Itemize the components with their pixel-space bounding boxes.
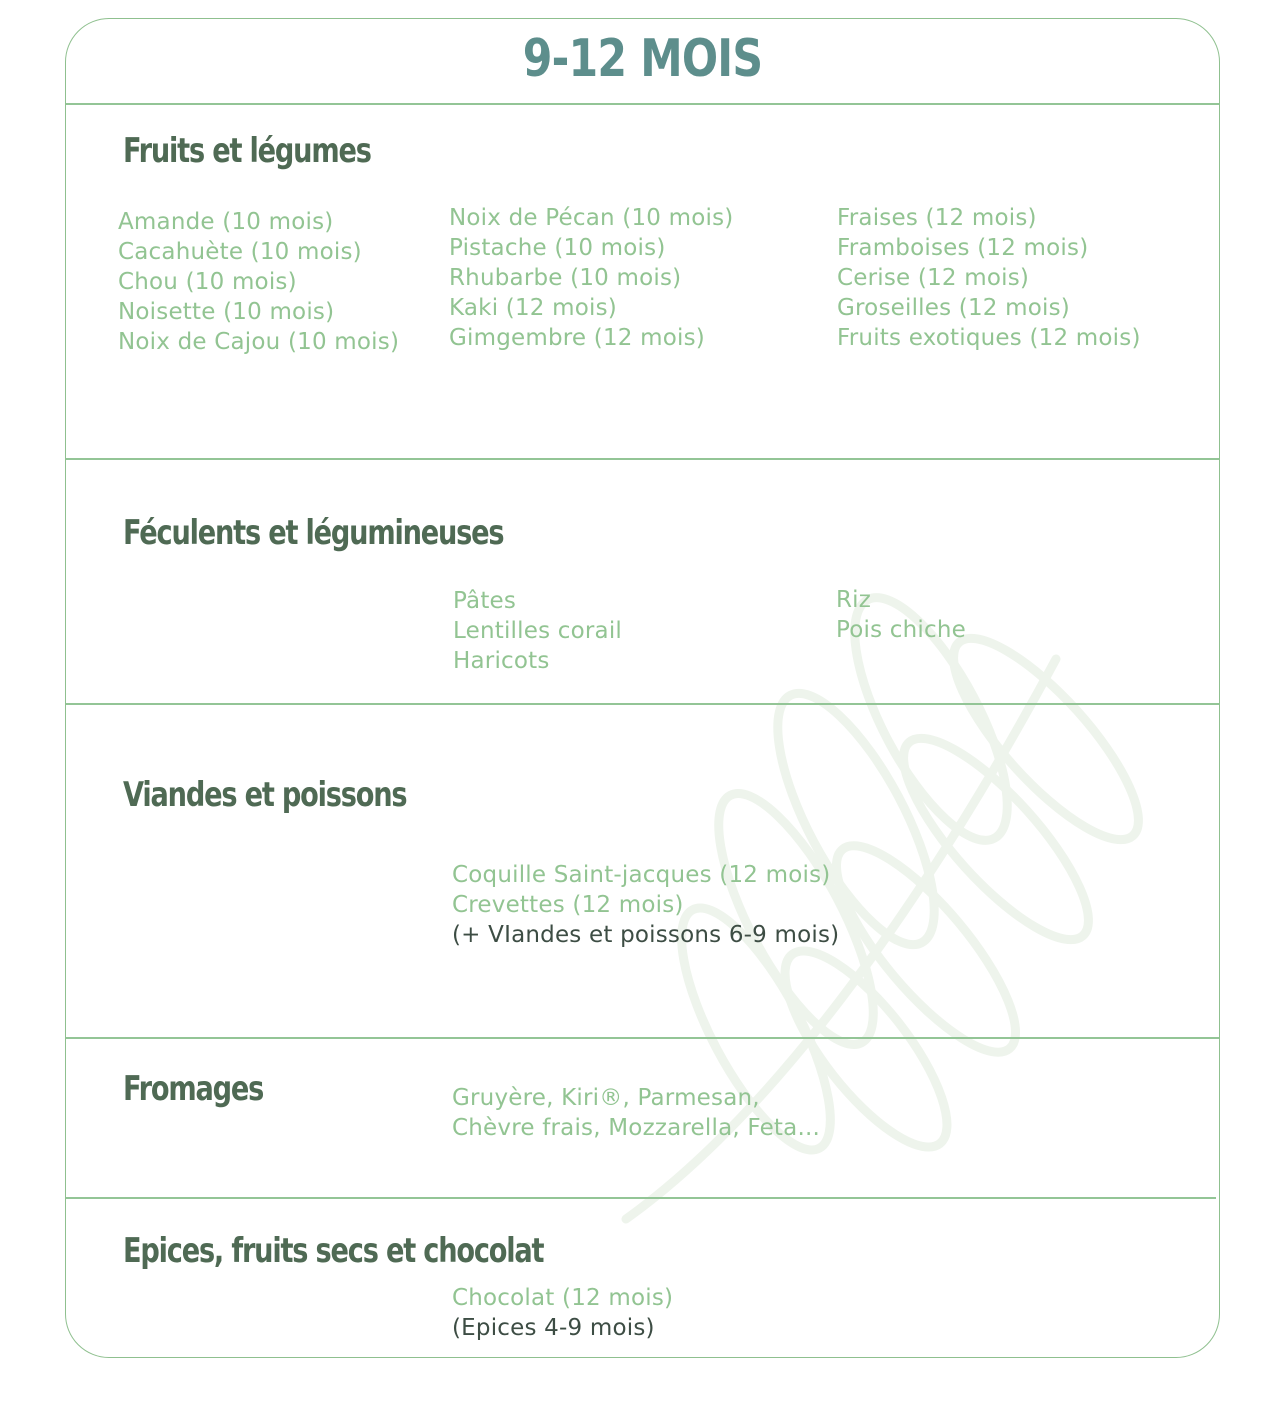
divider: [65, 703, 1220, 705]
list-item: Framboises (12 mois): [837, 235, 1089, 261]
list-item: Pois chiche: [836, 617, 966, 643]
list-item: Coquille Saint-jacques (12 mois): [452, 862, 831, 888]
list-fruits-col3: [837, 203, 1141, 353]
list-item: Chou (10 mois): [118, 269, 297, 295]
list-epices: [452, 1283, 673, 1343]
list-item: Haricots: [453, 648, 550, 674]
list-item: Riz: [836, 587, 872, 613]
list-item: Gimgembre (12 mois): [449, 325, 705, 351]
list-item: Fruits exotiques (12 mois): [837, 325, 1141, 351]
list-item: Amande (10 mois): [118, 209, 334, 235]
divider: [65, 1197, 1216, 1199]
divider: [65, 103, 1220, 105]
note-text: (+ VIandes et poissons 6-9 mois): [452, 922, 840, 948]
list-item: Fraises (12 mois): [837, 205, 1037, 231]
list-fruits-col1: [118, 207, 399, 357]
list-fruits-col2: [449, 203, 733, 353]
list-fromages: [452, 1083, 820, 1143]
list-item: Crevettes (12 mois): [452, 892, 684, 918]
list-item: Groseilles (12 mois): [837, 295, 1070, 321]
section-heading-viandes: Viandes et poissons: [123, 775, 407, 815]
list-item: Rhubarbe (10 mois): [449, 265, 682, 291]
list-item: Gruyère, Kiri®, Parmesan,: [452, 1085, 760, 1111]
section-heading-feculents: Féculents et légumineuses: [123, 513, 504, 553]
list-item: Cerise (12 mois): [837, 265, 1030, 291]
list-item: Chèvre frais, Mozzarella, Feta...: [452, 1115, 820, 1141]
note-text: (Epices 4-9 mois): [452, 1315, 655, 1341]
divider: [65, 1037, 1220, 1039]
list-feculents-col1: [453, 586, 622, 676]
list-item: Cacahuète (10 mois): [118, 239, 362, 265]
divider: [65, 458, 1220, 460]
list-item: Kaki (12 mois): [449, 295, 617, 321]
age-card: [65, 18, 1220, 1358]
section-heading-fruits: Fruits et légumes: [123, 131, 371, 171]
list-item: Noix de Cajou (10 mois): [118, 329, 400, 355]
section-heading-epices: Epices, fruits secs et chocolat: [123, 1231, 544, 1271]
page-title: 9-12 MOIS: [522, 29, 763, 89]
list-item: Pistache (10 mois): [449, 235, 666, 261]
list-feculents-col2: [836, 585, 966, 645]
list-item: Chocolat (12 mois): [452, 1285, 674, 1311]
list-item: Lentilles corail: [453, 618, 623, 644]
list-viandes: [452, 860, 839, 950]
list-item: Noix de Pécan (10 mois): [449, 205, 734, 231]
list-item: Noisette (10 mois): [118, 299, 335, 325]
list-item: Pâtes: [453, 588, 517, 614]
section-heading-fromages: Fromages: [123, 1069, 264, 1109]
